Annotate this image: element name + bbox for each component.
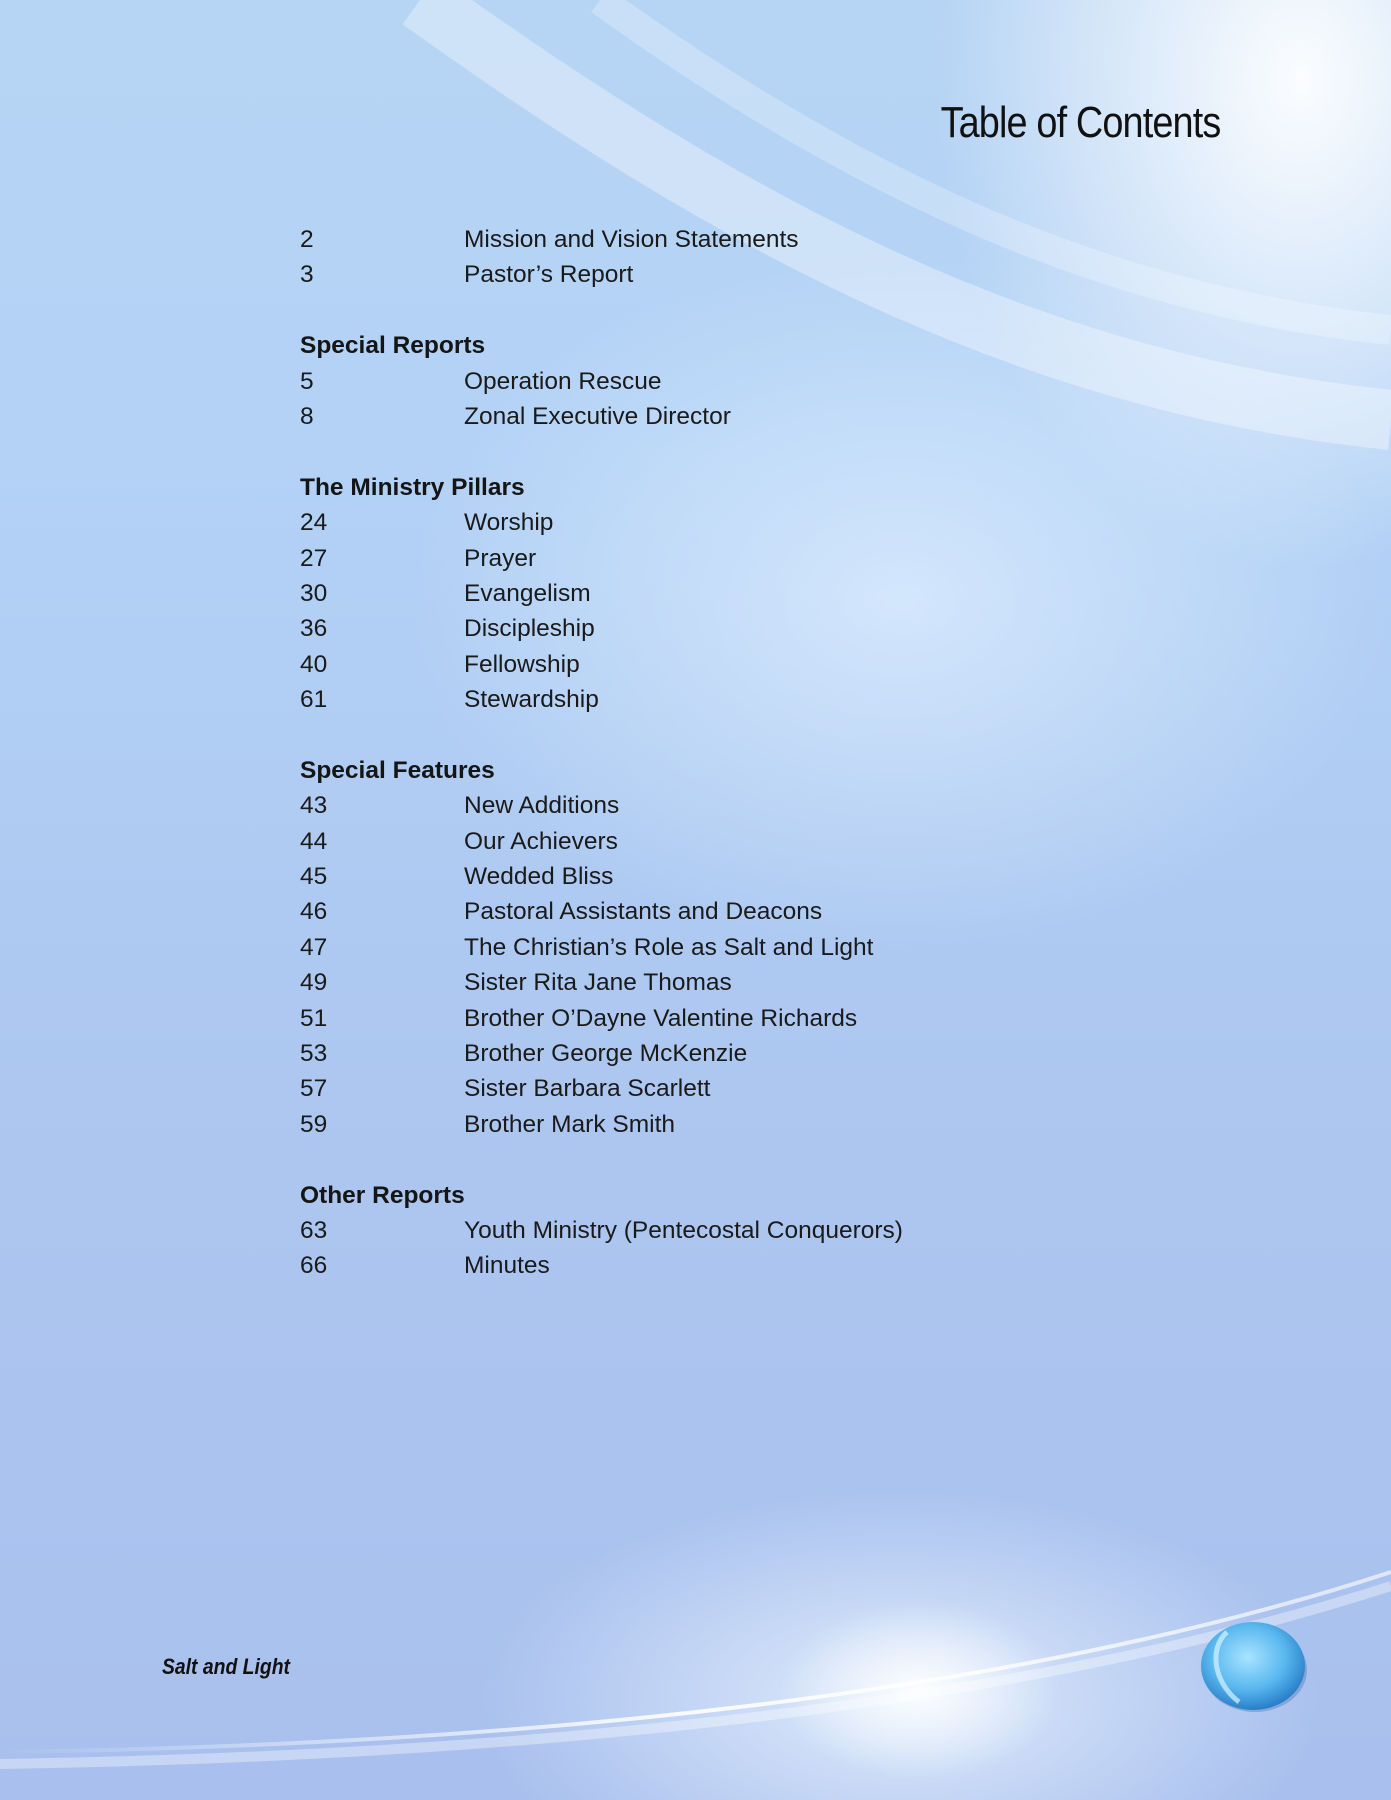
toc-entry — [300, 1107, 1100, 1142]
toc-entry — [300, 1036, 1100, 1071]
toc-entry-title: Our Achievers — [464, 827, 618, 855]
toc-entry — [300, 682, 1100, 717]
toc-entry — [300, 257, 1100, 292]
toc-entry — [300, 647, 1100, 682]
toc-entry-title: The Christian’s Role as Salt and Light — [464, 933, 874, 961]
toc-page-number: 43 — [300, 792, 328, 820]
toc-page-number: 57 — [300, 1075, 328, 1103]
toc-entry-title: Prayer — [464, 544, 537, 572]
toc-entry — [300, 611, 1100, 646]
table-of-contents — [300, 222, 1100, 1284]
toc-entry — [300, 930, 1100, 965]
toc-page-number: 44 — [300, 827, 328, 855]
toc-entry-title: Pastoral Assistants and Deacons — [464, 898, 823, 926]
toc-page-number: 45 — [300, 863, 328, 891]
toc-page-number: 5 — [300, 367, 314, 395]
toc-entry-title: Zonal Executive Director — [464, 402, 731, 430]
toc-entry-title: Brother Mark Smith — [464, 1110, 676, 1138]
toc-entry-title: Fellowship — [464, 650, 580, 678]
toc-entry — [300, 965, 1100, 1000]
toc-page-number: 51 — [300, 1004, 328, 1032]
toc-page-number: 30 — [300, 579, 328, 607]
toc-section-heading: Special Features — [300, 756, 495, 784]
toc-entry-title: Evangelism — [464, 579, 591, 607]
toc-page-number: 27 — [300, 544, 328, 572]
toc-page-number: 49 — [300, 969, 328, 997]
toc-entry-title: New Additions — [464, 792, 620, 820]
toc-page-number: 61 — [300, 686, 328, 714]
toc-page-number: 40 — [300, 650, 328, 678]
toc-entry-title: Sister Barbara Scarlett — [464, 1075, 711, 1103]
toc-entry-title: Worship — [464, 509, 554, 537]
toc-page-number: 46 — [300, 898, 328, 926]
toc-entry-title: Brother O’Dayne Valentine Richards — [464, 1004, 858, 1032]
toc-entry-title: Brother George McKenzie — [464, 1039, 748, 1067]
toc-entry — [300, 788, 1100, 823]
orb-icon — [1199, 1618, 1309, 1712]
toc-entry — [300, 1248, 1100, 1283]
toc-page-number: 47 — [300, 933, 328, 961]
toc-entry-title: Sister Rita Jane Thomas — [464, 969, 732, 997]
toc-entry-title: Pastor’s Report — [464, 261, 634, 289]
toc-entry — [300, 1071, 1100, 1106]
toc-page-number: 36 — [300, 615, 328, 643]
toc-entry-title: Youth Ministry (Pentecostal Conquerors) — [464, 1216, 903, 1244]
toc-entry-title: Wedded Bliss — [464, 863, 614, 891]
toc-entry — [300, 859, 1100, 894]
toc-entry — [300, 364, 1100, 399]
toc-page-number: 53 — [300, 1039, 328, 1067]
toc-entry — [300, 505, 1100, 540]
toc-entry — [300, 1213, 1100, 1248]
page-title: Table of Contents — [940, 98, 1220, 147]
toc-entry — [300, 576, 1100, 611]
toc-section-heading: The Ministry Pillars — [300, 473, 525, 501]
toc-page-number: 3 — [300, 261, 314, 289]
toc-section-heading: Special Reports — [300, 332, 486, 360]
toc-entry — [300, 541, 1100, 576]
toc-entry-title: Mission and Vision Statements — [464, 226, 799, 253]
toc-page-number: 66 — [300, 1252, 328, 1280]
toc-page-number: 63 — [300, 1216, 328, 1244]
toc-entry-title: Minutes — [464, 1252, 550, 1280]
toc-entry-title: Operation Rescue — [464, 367, 662, 395]
toc-entry — [300, 894, 1100, 929]
toc-page-number: 8 — [300, 402, 314, 430]
toc-page-number: 24 — [300, 509, 328, 537]
toc-section-heading: Other Reports — [300, 1181, 465, 1209]
toc-entry — [300, 399, 1100, 434]
toc-page-number: 59 — [300, 1110, 328, 1138]
toc-entry — [300, 222, 1100, 257]
toc-entry-title: Discipleship — [464, 615, 595, 643]
toc-entry — [300, 824, 1100, 859]
footer-publication-name: Salt and Light — [162, 1654, 290, 1679]
toc-page-number: 2 — [300, 226, 314, 253]
toc-entry-title: Stewardship — [464, 686, 599, 714]
toc-entry — [300, 1001, 1100, 1036]
